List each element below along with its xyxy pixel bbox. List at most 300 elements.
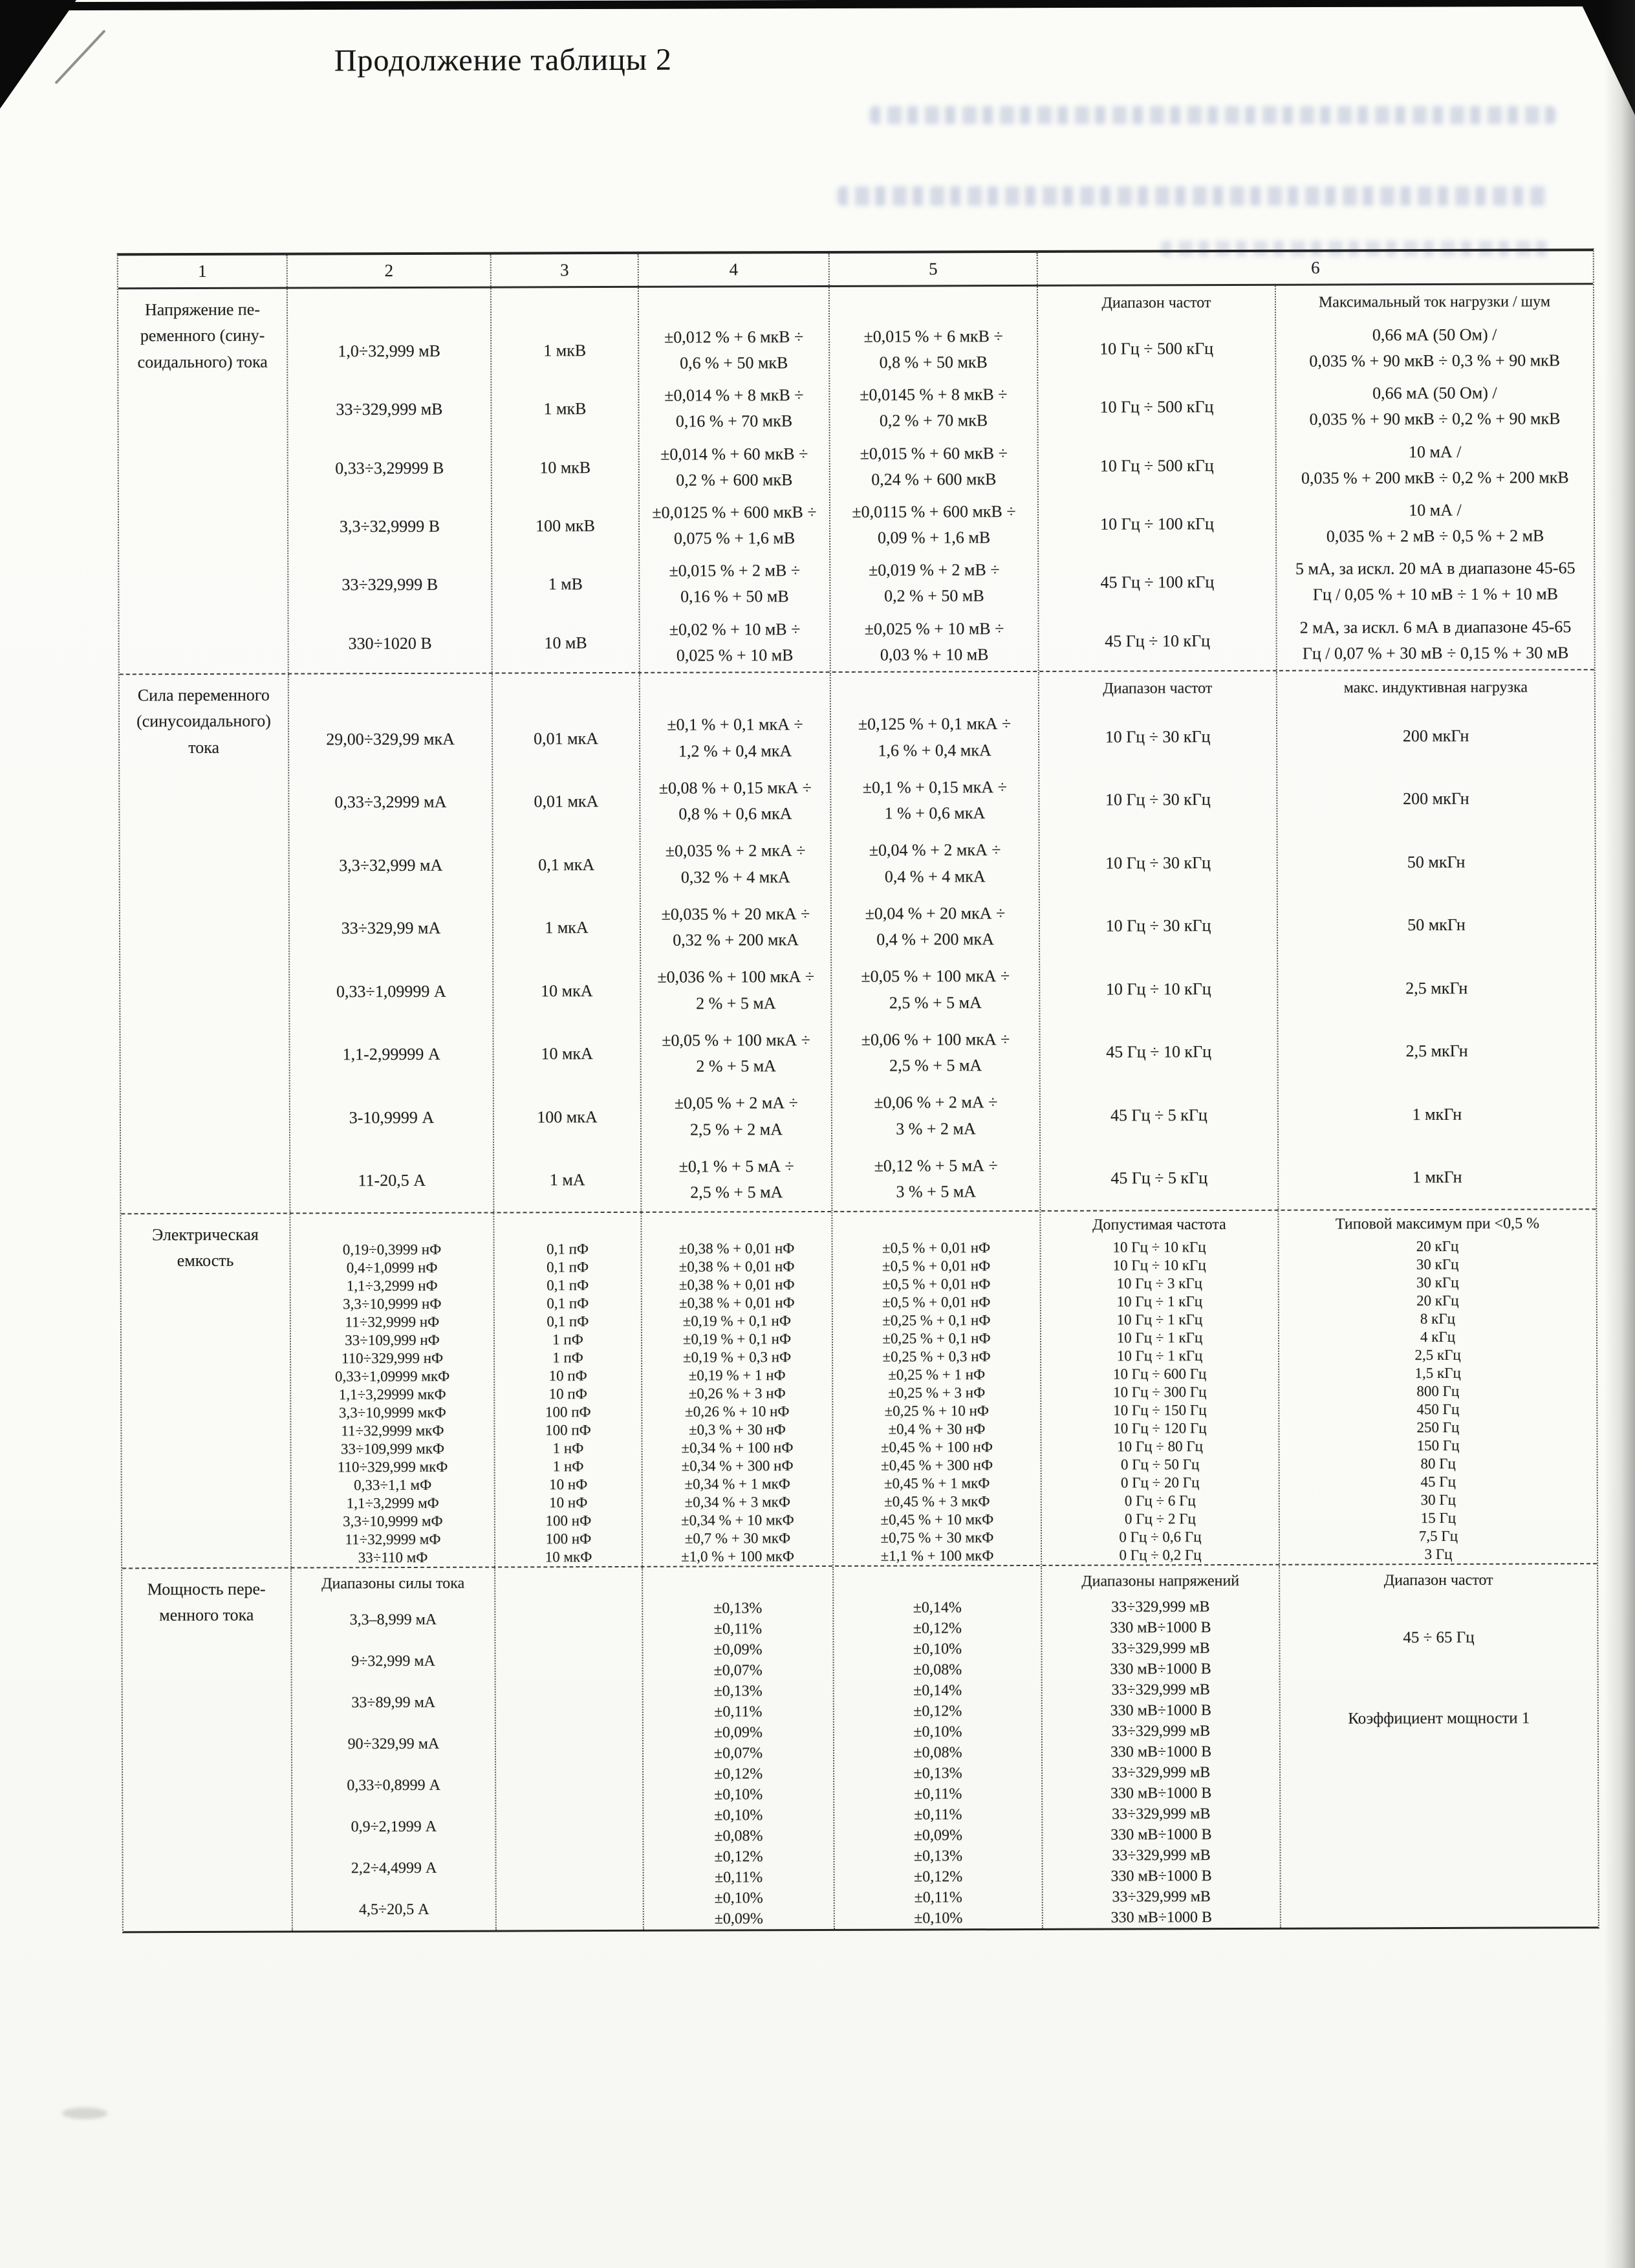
max-load-column [1277,670,1596,1210]
accuracy-1-cell: ±0,09% [713,1723,763,1741]
range-cell: 0,33÷1,1 мФ [354,1477,432,1494]
parameter-column [122,1569,293,1932]
resolution-cell: 10 мкА [541,1044,593,1063]
range-cell: 3,3÷32,999 мА [339,855,443,875]
accuracy-2-cell: ±0,5 % + 0,01 нФ [882,1294,991,1311]
accuracy-2-cell: ±0,14% [913,1681,962,1699]
resolution-cell: 10 мкА [541,981,593,1000]
accuracy-2-cell: ±0,015 % + 60 мкВ ÷ 0,24 % + 600 мкВ [860,443,1008,489]
accuracy-1-cell: ±0,014 % + 8 мкВ ÷ 0,16 % + 70 мкВ [664,386,804,431]
typical-max-cell: 8 кГц [1420,1311,1455,1327]
accuracy-1-cell: ±0,10% [714,1889,763,1907]
voltage-ranges-column [1042,1565,1281,1928]
accuracy-1-cell: ±0,07% [713,1744,763,1762]
range-cell: 11÷32,9999 мФ [345,1531,441,1548]
max-load-cell: 50 мкГн [1407,915,1466,935]
accuracy-1-cell: ±0,05 % + 100 мкА ÷ 2 % + 5 мА [662,1030,810,1076]
accuracy-1-cell: ±0,12% [713,1765,763,1783]
typical-max-cell: 20 кГц [1416,1238,1459,1255]
column-number-3: 3 [492,254,639,287]
resolution-cell: 0,01 мкА [534,792,599,811]
accuracy-2-cell: ±0,05 % + 100 мкА ÷ 2,5 % + 5 мА [861,966,1010,1012]
range-cell: 11÷32,9999 мкФ [341,1423,444,1439]
frequency-header: Диапазон частот [1383,1571,1493,1589]
section-name: Мощность пере- менного тока [147,1579,266,1625]
accuracy-2-column [832,1212,1042,1565]
resolution-cell: 100 нФ [545,1531,592,1547]
range-column [288,289,493,673]
accuracy-2-cell: ±0,25 % + 10 нФ [884,1402,990,1420]
current-range-cell: 4,5÷20,5 А [358,1901,429,1918]
frequency-cell: 10 Гц ÷ 30 кГц [1105,726,1211,747]
resolution-cell: 0,1 пФ [547,1313,589,1330]
frequency-column [1280,1564,1598,1928]
range-cell: 0,19÷0,3999 нФ [342,1241,442,1258]
frequency-cell: 45 Гц ÷ 10 кГц [1106,1042,1212,1062]
resolution-cell: 1 пФ [552,1349,583,1366]
resolution-cell: 100 пФ [545,1404,591,1421]
max-load-cell: 0,66 мА (50 Ом) / 0,035 % + 90 мкВ ÷ 0,2 % + 90 мкВ [1309,383,1561,430]
accuracy-2-cell: ±0,0115 % + 600 мкВ ÷ 0,09 % + 1,6 мВ [852,501,1016,547]
frequency-cell: 0 Гц ÷ 50 Гц [1120,1456,1200,1473]
section-name: Напряжение пе- ременного (сину- соидального) тока [137,300,268,371]
range-cell: 33÷329,999 мВ [336,400,443,419]
frequency-header: Диапазон частот [1101,294,1211,312]
accuracy-2-cell: ±0,13% [913,1847,963,1865]
voltage-range-cell: 330 мВ÷1000 В [1110,1908,1213,1926]
column-number-1: 1 [118,256,288,288]
accuracy-1-cell: ±0,34 % + 10 мкФ [680,1512,794,1529]
voltage-range-cell: 33÷329,999 мВ [1112,1888,1211,1906]
typical-max-cell: 250 Гц [1416,1419,1460,1436]
accuracy-1-cell: ±0,035 % + 2 мкА ÷ 0,32 % + 4 мкА [665,841,806,887]
frequency-cell: 10 Гц ÷ 1 кГц [1116,1347,1203,1364]
accuracy-1-cell: ±0,19 % + 0,1 нФ [682,1313,792,1329]
frequency-cell: 45 Гц ÷ 5 кГц [1110,1168,1208,1188]
accuracy-2-cell: ±0,10% [914,1909,963,1927]
resolution-cell: 1 нФ [552,1440,584,1457]
resolution-cell: 1 мкВ [543,399,587,419]
frequency-cell: 10 Гц ÷ 30 кГц [1105,853,1211,873]
accuracy-2-cell: ±0,25 % + 1 нФ [888,1366,986,1384]
accuracy-1-cell: ±0,1 % + 0,1 мкА ÷ 1,2 % + 0,4 мкА [667,715,803,761]
accuracy-2-cell: ±0,1 % + 0,15 мкА ÷ 1 % + 0,6 мкА [862,778,1007,823]
typical-max-cell: 30 кГц [1416,1256,1459,1273]
accuracy-2-cell: ±0,25 % + 3 нФ [888,1384,986,1402]
typical-max-header: Типовой максимум при <0,5 % [1335,1214,1540,1232]
typical-max-cell: 2,5 кГц [1414,1347,1461,1364]
typical-max-cell: 30 Гц [1420,1492,1456,1509]
voltage-range-cell: 33÷329,999 мВ [1112,1805,1211,1823]
accuracy-1-cell: ±0,38 % + 0,01 нФ [678,1240,795,1258]
accuracy-1-cell: ±0,26 % + 10 нФ [685,1403,790,1420]
range-cell: 0,33÷1,09999 мкФ [334,1368,450,1385]
resolution-cell: 0,01 мкА [534,728,599,748]
accuracy-2-cell: ±0,5 % + 0,01 нФ [882,1239,991,1257]
frequency-column [1038,286,1277,671]
range-cell: 1,1÷3,2999 мФ [346,1495,439,1512]
accuracy-2-cell: ±0,25 % + 0,1 нФ [882,1312,991,1329]
typical-max-cell: 3 Гц [1424,1546,1453,1563]
typical-max-cell: 800 Гц [1416,1383,1460,1400]
frequency-column [1039,671,1279,1210]
max-load-cell: 0,66 мА (50 Ом) / 0,035 % + 90 мкВ ÷ 0,3 % + 90 мкВ [1309,325,1561,371]
accuracy-1-cell: ±0,11% [713,1620,763,1638]
frequency-cell: 0 Гц ÷ 6 Гц [1124,1492,1196,1509]
resolution-cell: 1 мкА [545,918,589,937]
range-cell: 3,3÷10,9999 мкФ [338,1404,446,1421]
accuracy-2-cell: ±0,10% [913,1723,962,1741]
section-ac-voltage [118,285,1594,675]
typical-max-cell: 7,5 Гц [1418,1528,1458,1545]
max-load-cell: 5 мА, за искл. 20 мА в диапазоне 45-65 Гц / 0,05 % + 10 мВ ÷ 1 % + 10 мВ [1295,558,1575,605]
frequency-cell: 10 Гц ÷ 600 Гц [1112,1366,1207,1382]
range-cell: 0,4÷1,0999 нФ [346,1259,438,1276]
frequency-cell: 10 Гц ÷ 500 кГц [1099,397,1214,417]
parameter-column [121,1214,292,1568]
typical-max-cell: 80 Гц [1420,1456,1456,1472]
section-capacitance [121,1210,1597,1569]
frequency-cell: 45 Гц ÷ 5 кГц [1110,1105,1207,1125]
accuracy-2-cell: ±0,11% [914,1888,962,1906]
accuracy-1-cell: ±0,34 % + 3 мкФ [684,1494,791,1510]
resolution-cell: 0,1 пФ [547,1259,589,1276]
max-load-cell: 2 мА, за искл. 6 мА в диапазоне 45-65 Гц / 0,07 % + 30 мВ ÷ 0,15 % + 30 мВ [1299,616,1572,663]
frequency-cell: 10 Гц ÷ 1 кГц [1116,1329,1203,1346]
accuracy-1-cell: ±0,1 % + 5 мА ÷ 2,5 % + 5 мА [678,1157,794,1202]
column-number-2: 2 [288,255,492,287]
accuracy-1-cell: ±0,035 % + 20 мкА ÷ 0,32 % + 200 мкА [661,904,810,950]
resolution-cell: 100 нФ [545,1512,592,1529]
range-cell: 11÷32,9999 нФ [345,1314,440,1331]
max-load-cell: 1 мкГн [1412,1167,1462,1187]
typical-max-cell: 15 Гц [1420,1510,1456,1527]
accuracy-2-cell: ±0,45 % + 1 мкФ [883,1475,990,1492]
range-cell: 3-10,9999 А [349,1107,435,1127]
frequency-cell: 0 Гц ÷ 20 Гц [1120,1474,1200,1491]
current-range-cell: 90÷329,99 мА [347,1735,440,1752]
voltage-range-cell: 33÷329,999 мВ [1111,1598,1210,1616]
accuracy-2-cell: ±0,10% [913,1640,962,1658]
max-load-cell: 200 мкГн [1402,726,1469,745]
typical-max-cell: 30 кГц [1416,1274,1459,1291]
resolution-cell: 10 пФ [548,1368,587,1384]
frequency-cell: 0 Гц ÷ 0,6 Гц [1119,1529,1202,1545]
column-numbers-row [118,251,1593,289]
resolution-cell: 100 мкВ [536,516,596,536]
frequency-cell: 10 Гц ÷ 80 Гц [1117,1438,1203,1455]
voltage-range-cell: 33÷329,999 мВ [1111,1681,1210,1699]
range-cell: 1,0÷32,999 мВ [338,341,441,361]
range-cell: 3,3÷10,9999 мФ [343,1513,443,1530]
range-cell: 330÷1020 В [348,633,432,653]
frequency-cell: 0 Гц ÷ 2 Гц [1124,1510,1196,1527]
accuracy-2-cell: ±0,45 % + 300 нФ [881,1457,993,1474]
current-ranges-column [292,1568,497,1931]
accuracy-2-column [831,672,1041,1211]
accuracy-1-cell: ±0,38 % + 0,01 нФ [678,1294,795,1312]
accuracy-1-cell: ±0,13% [713,1682,763,1700]
resolution-cell: 100 пФ [545,1422,591,1439]
accuracy-1-cell: ±0,34 % + 300 нФ [681,1457,794,1475]
accuracy-2-cell: ±0,019 % + 2 мВ ÷ 0,2 % + 50 мВ [868,560,1000,606]
voltage-range-cell: 33÷329,999 мВ [1111,1722,1211,1740]
accuracy-1-cell: ±0,34 % + 1 мкФ [684,1476,790,1492]
resolution-cell: 10 мВ [544,633,587,652]
resolution-cell: 0,1 мкА [538,855,595,874]
accuracy-1-cell: ±0,0125 % + 600 мкВ ÷ 0,075 % + 1,6 мВ [652,502,817,548]
resolution-cell: 1 мВ [548,574,583,594]
accuracy-2-cell: ±0,12 % + 5 мА ÷ 3 % + 5 мА [874,1156,998,1201]
accuracy-1-cell: ±0,10% [714,1806,763,1824]
accuracy-1-cell: ±0,11% [714,1868,763,1886]
current-range-cell: 0,33÷0,8999 А [347,1776,440,1794]
voltage-range-cell: 330 мВ÷1000 В [1110,1826,1212,1844]
range-cell: 3,3÷10,9999 нФ [343,1296,442,1313]
accuracy-1-cell: ±0,015 % + 2 мВ ÷ 0,16 % + 50 мВ [669,561,801,607]
frequency-cell: 10 Гц ÷ 100 кГц [1100,514,1214,534]
typical-max-cell: 4 кГц [1420,1329,1456,1346]
range-cell: 29,00÷329,99 мкА [326,729,455,748]
accuracy-2-cell: ±0,11% [914,1785,962,1803]
voltage-range-cell: 330 мВ÷1000 В [1110,1619,1211,1637]
frequency-cell: 45 Гц ÷ 100 кГц [1100,572,1215,592]
typical-max-cell: 150 Гц [1416,1437,1460,1454]
max-load-header: Максимальный ток нагрузки / шум [1318,292,1551,311]
resolution-column [494,1213,643,1567]
accuracy-2-cell: ±0,04 % + 20 мкА ÷ 0,4 % + 200 мкА [865,904,1006,949]
range-cell: 0,33÷1,09999 А [336,981,446,1001]
accuracy-1-cell: ±0,07% [713,1661,763,1679]
accuracy-2-column [834,1566,1043,1929]
section-ac-power [122,1564,1598,1931]
frequency-cell: 10 Гц ÷ 500 кГц [1099,455,1214,475]
max-load-cell: 10 мА / 0,035 % + 2 мВ ÷ 0,5 % + 2 мВ [1326,500,1544,546]
frequency-column [1041,1211,1280,1565]
accuracy-1-column [642,1212,834,1566]
resolution-cell: 0,1 пФ [547,1277,589,1294]
empty-column [495,1567,644,1930]
accuracy-1-cell: ±0,11% [714,1703,763,1721]
frequency-cell: 10 Гц ÷ 3 кГц [1116,1275,1203,1292]
column-number-5: 5 [830,253,1038,285]
range-cell: 0,33÷3,29999 В [335,458,444,478]
max-load-cell: 200 мкГн [1403,789,1469,809]
frequency-cell: 10 Гц ÷ 150 Гц [1113,1402,1207,1419]
accuracy-1-cell: ±0,19 % + 0,1 нФ [682,1331,792,1347]
voltage-range-cell: 330 мВ÷1000 В [1110,1867,1212,1885]
typical-max-cell: 450 Гц [1416,1401,1460,1418]
max-load-column [1276,285,1594,670]
range-cell: 33÷110 мФ [358,1549,428,1566]
accuracy-2-cell: ±0,08% [913,1661,962,1679]
frequency-cell: 10 Гц ÷ 10 кГц [1105,979,1211,999]
range-cell: 110÷329,999 мкФ [337,1459,448,1476]
accuracy-2-cell: ±0,11% [914,1805,962,1824]
resolution-cell: 0,1 пФ [547,1241,589,1258]
current-ranges-header: Диапазоны силы тока [321,1575,465,1592]
current-range-cell: 0,9÷2,1999 А [351,1818,437,1835]
accuracy-1-cell: ±0,3 % + 30 нФ [688,1421,786,1438]
power-factor-note: Коэффициент мощности 1 [1348,1709,1530,1728]
range-cell: 1,1÷3,2999 нФ [346,1278,438,1294]
voltage-range-cell: 33÷329,999 мВ [1111,1639,1210,1657]
accuracy-1-cell: ±0,09% [714,1910,763,1928]
typical-max-cell: 20 кГц [1416,1292,1459,1309]
accuracy-2-cell: ±0,4 % + 30 нФ [888,1421,986,1438]
spec-table [117,248,1599,1933]
frequency-cell: 10 Гц ÷ 500 кГц [1099,339,1214,358]
voltage-range-cell: 33÷329,999 мВ [1112,1846,1211,1864]
resolution-cell: 1 нФ [552,1458,584,1475]
parameter-column [118,289,289,674]
resolution-column [492,288,640,673]
page-title: Продолжение таблицы 2 [334,42,673,78]
accuracy-2-cell: ±0,06 % + 100 мкА ÷ 2,5 % + 5 мА [861,1030,1010,1075]
frequency-cell: 10 Гц ÷ 300 Гц [1113,1384,1207,1401]
accuracy-2-cell: ±0,06 % + 2 мА ÷ 3 % + 2 мА [874,1093,998,1139]
accuracy-1-cell: ±0,09% [713,1641,763,1659]
max-load-header: макс. индуктивная нагрузка [1343,679,1528,696]
accuracy-1-cell: ±1,0 % + 100 мкФ [681,1548,795,1565]
accuracy-2-cell: ±0,015 % + 6 мкВ ÷ 0,8 % + 50 мкВ [863,326,1003,372]
current-range-cell: 9÷32,999 мА [351,1652,435,1670]
accuracy-1-cell: ±0,014 % + 60 мкВ ÷ 0,2 % + 600 мкВ [660,444,808,490]
voltage-range-cell: 33÷329,999 мВ [1111,1763,1211,1782]
frequency-cell: 0 Гц ÷ 0,2 Гц [1119,1547,1202,1564]
scan-shadow-artifact [1604,0,1635,2268]
resolution-cell: 1 мкВ [543,341,587,360]
accuracy-2-cell: ±0,08% [913,1743,962,1761]
voltage-range-cell: 330 мВ÷1000 В [1110,1743,1212,1761]
frequency-cell: 10 Гц ÷ 30 кГц [1105,916,1211,935]
accuracy-2-cell: ±0,13% [913,1764,962,1782]
accuracy-1-cell: ±0,012 % + 6 мкВ ÷ 0,6 % + 50 мкВ [664,327,804,373]
accuracy-2-cell: ±0,12% [913,1868,963,1886]
accuracy-1-cell: ±0,38 % + 0,01 нФ [678,1276,795,1294]
accuracy-2-cell: ±0,45 % + 100 нФ [880,1439,993,1456]
range-cell: 33÷109,999 мкФ [340,1441,445,1457]
accuracy-1-cell: ±0,26 % + 3 нФ [688,1385,786,1402]
frequency-cell: 10 Гц ÷ 10 кГц [1112,1257,1206,1274]
accuracy-1-cell: ±0,08% [714,1827,763,1845]
resolution-cell: 1 мА [549,1170,585,1190]
accuracy-1-cell: ±0,036 % + 100 мкА ÷ 2 % + 5 мА [657,967,815,1013]
frequency-value: 45 ÷ 65 Гц [1403,1628,1475,1647]
section-ac-current [120,670,1596,1214]
frequency-cell: 10 Гц ÷ 30 кГц [1105,790,1211,809]
max-load-cell: 1 мкГн [1412,1104,1462,1124]
range-column [289,674,495,1213]
accuracy-1-column [639,287,831,672]
accuracy-2-cell: ±0,75 % + 30 мкФ [880,1529,994,1547]
resolution-cell: 10 нФ [549,1494,588,1511]
allowed-frequency-header: Допустимая частота [1092,1216,1226,1234]
accuracy-2-cell: ±0,0145 % + 8 мкВ ÷ 0,2 % + 70 мкВ [860,385,1008,431]
accuracy-2-cell: ±1,1 % + 100 мкФ [880,1547,994,1565]
range-cell: 1,1-2,99999 А [342,1044,440,1064]
accuracy-2-cell: ±0,25 % + 0,3 нФ [882,1348,991,1366]
column-number-4: 4 [639,254,830,286]
frequency-header: Диапазон частот [1103,679,1213,697]
resolution-cell: 10 нФ [549,1476,588,1493]
accuracy-1-cell: ±0,13% [713,1599,763,1617]
accuracy-2-cell: ±0,09% [913,1826,963,1844]
accuracy-1-column [640,673,833,1212]
typical-max-column [1279,1210,1597,1564]
accuracy-2-cell: ±0,45 % + 3 мкФ [884,1493,990,1510]
range-cell: 33÷109,999 нФ [345,1332,440,1349]
max-load-cell: 2,5 мкГн [1405,978,1468,998]
resolution-cell: 10 пФ [548,1386,587,1402]
range-cell: 11-20,5 А [358,1170,426,1190]
accuracy-1-cell: ±0,7 % + 30 мкФ [684,1530,791,1547]
frequency-cell: 10 Гц ÷ 1 кГц [1116,1293,1203,1310]
accuracy-1-cell: ±0,08 % + 0,15 мкА ÷ 0,8 % + 0,6 мкА [658,778,812,823]
voltage-range-cell: 330 мВ÷1000 В [1110,1784,1212,1802]
typical-max-cell: 45 Гц [1420,1474,1456,1490]
accuracy-2-cell: ±0,5 % + 0,01 нФ [882,1276,991,1293]
accuracy-1-cell: ±0,34 % + 100 нФ [681,1439,794,1457]
voltage-range-cell: 330 мВ÷1000 В [1110,1701,1212,1719]
resolution-column [493,673,642,1212]
accuracy-1-cell: ±0,38 % + 0,01 нФ [678,1258,795,1276]
current-range-cell: 2,2÷4,4999 А [351,1859,437,1877]
resolution-cell: 0,1 пФ [547,1295,589,1312]
accuracy-2-cell: ±0,04 % + 2 мкА ÷ 0,4 % + 4 мкА [869,840,1001,886]
accuracy-2-cell: ±0,45 % + 10 мкФ [880,1511,994,1529]
accuracy-2-cell: ±0,025 % + 10 мВ ÷ 0,03 % + 10 мВ [864,618,1004,664]
current-range-cell: 3,3–8,999 мА [349,1611,437,1628]
accuracy-1-cell: ±0,10% [714,1785,763,1804]
range-cell: 1,1÷3,29999 мкФ [338,1386,446,1403]
accuracy-2-cell: ±0,25 % + 0,1 нФ [882,1330,991,1347]
accuracy-1-cell: ±0,05 % + 2 мА ÷ 2,5 % + 2 мА [674,1093,798,1139]
range-column [290,1214,495,1567]
range-cell: 0,33÷3,2999 мА [334,792,447,812]
typical-max-cell: 1,5 кГц [1414,1365,1461,1382]
accuracy-1-column [643,1567,835,1930]
frequency-cell: 10 Гц ÷ 120 Гц [1113,1420,1207,1437]
resolution-cell: 100 мкА [537,1107,598,1126]
range-cell: 33÷329,999 В [341,575,439,594]
max-load-cell: 50 мкГн [1407,852,1466,871]
section-name: Сила переменного (синусоидального) тока [136,685,271,757]
parameter-column [120,675,291,1214]
resolution-cell: 10 мкФ [545,1549,592,1565]
current-range-cell: 33÷89,99 мА [351,1694,436,1711]
range-cell: 110÷329,999 нФ [341,1350,444,1367]
max-load-cell: 2,5 мкГн [1405,1041,1468,1061]
accuracy-2-cell: ±0,14% [913,1598,962,1617]
resolution-cell: 10 мкВ [539,457,591,477]
accuracy-1-cell: ±0,12% [714,1848,763,1866]
accuracy-1-cell: ±0,02 % + 10 мВ ÷ 0,025 % + 10 мВ [669,619,801,665]
column-number-6: 6 [1310,257,1320,278]
range-cell: 33÷329,99 мА [341,918,441,938]
accuracy-2-column [830,287,1039,671]
accuracy-2-cell: ±0,5 % + 0,01 нФ [882,1258,991,1275]
accuracy-1-cell: ±0,19 % + 1 нФ [688,1367,786,1384]
resolution-cell: 1 пФ [552,1331,583,1348]
accuracy-2-cell: ±0,12% [913,1619,962,1637]
accuracy-2-cell: ±0,12% [913,1702,962,1720]
frequency-cell: 45 Гц ÷ 10 кГц [1105,631,1211,651]
frequency-cell: 10 Гц ÷ 10 кГц [1112,1239,1206,1256]
voltage-range-cell: 330 мВ÷1000 В [1110,1660,1211,1678]
range-cell: 3,3÷32,9999 В [339,516,440,536]
section-name: Электрическая емкость [152,1225,259,1270]
